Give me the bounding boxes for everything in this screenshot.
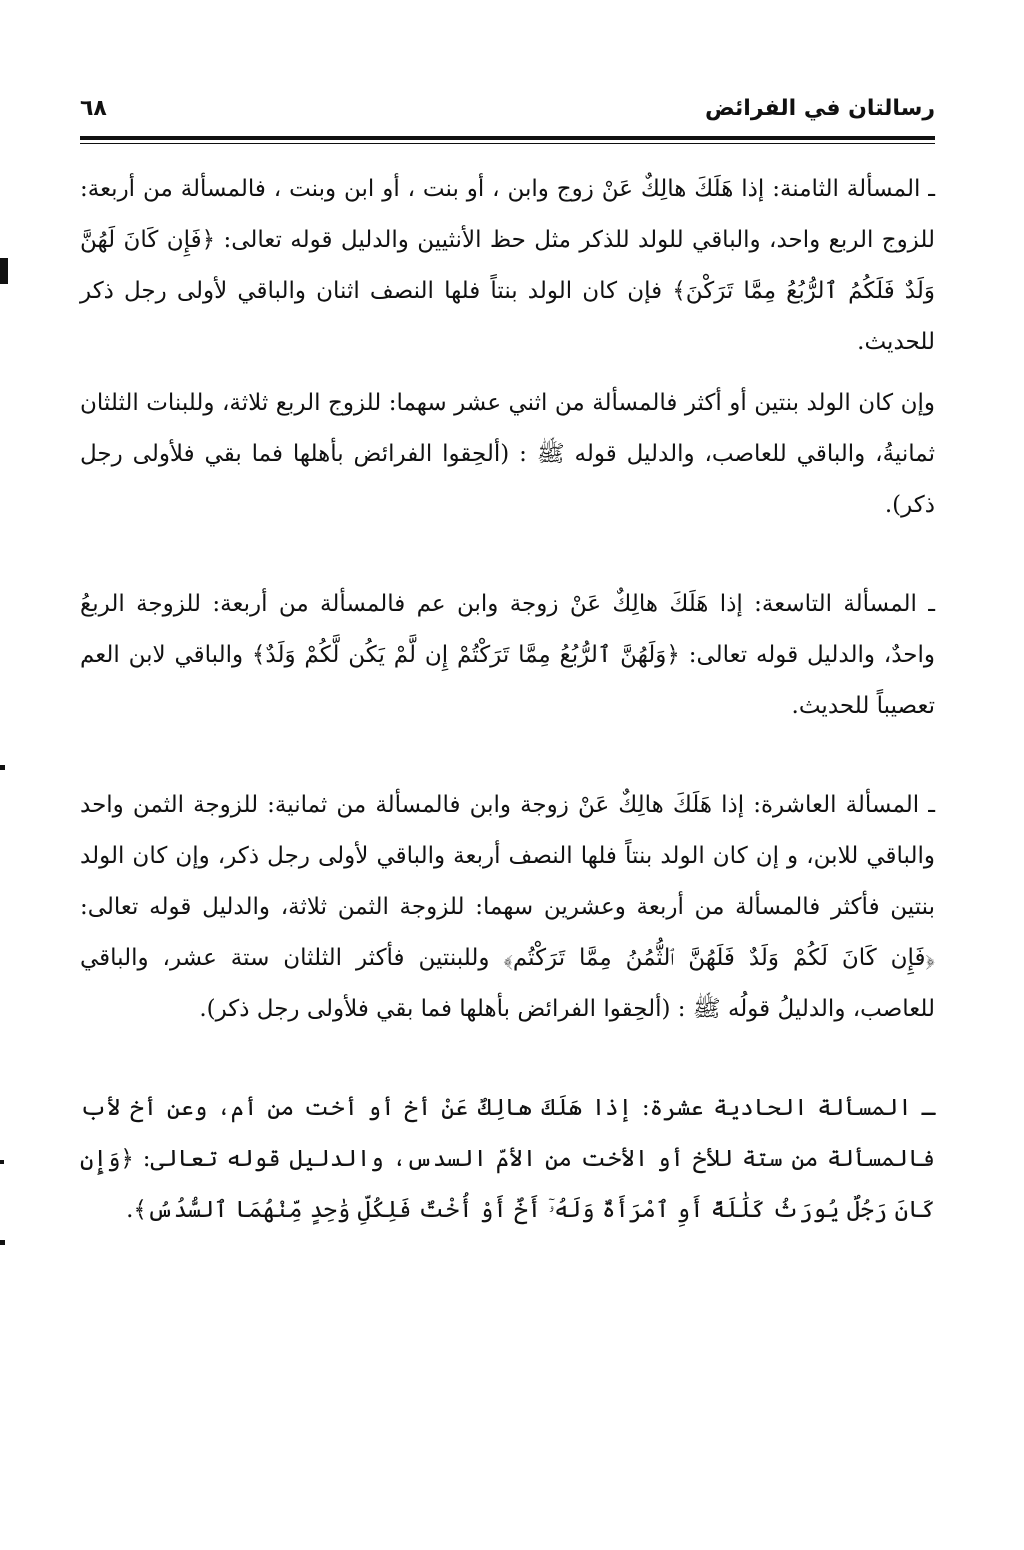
running-header (80, 90, 935, 126)
paragraph-eleventh-issue: ـ المسألة الحادية عشرة: إذا هَلَكَ هالِكٌ عَنْ أخ أو أخت من أم، وعن أخ لأب فالمسألة من ستة للأخ أو الأخت من الأمّ السدس، والدليل قوله تعالى: ﴿وَإِن كَانَ رَجُلٌ يُورَثُ كَلَٰلَةً أَوِ ٱمْرَأَةٌ وَلَهُۥٓ أَخٌ أَوْ أُخْتٌ فَلِكُلِّ وَٰحِدٍ مِّنْهُمَا ٱلسُّدُسُ﴾. (80, 1095, 935, 1223)
header-rule (80, 136, 935, 140)
paragraph-eighth-continuation: وإن كان الولد بنتين أو أكثر فالمسألة من اثني عشر سهما: للزوج الربع ثلاثة، وللبنات الثلثان ثمانيةُ، والباقي للعاصب، والدليل قوله ﷺ : (ألحِقوا الفرائض بأهلها فما بقي فلأولى رجل ذكر). (80, 390, 935, 518)
scan-edge-mark (0, 765, 5, 770)
scan-edge-mark (0, 1160, 4, 1164)
scan-edge-mark (0, 258, 8, 284)
paragraph-ninth-issue: ـ المسألة التاسعة: إذا هَلَكَ هالِكٌ عَنْ زوجة وابن عم فالمسألة من أربعة: للزوجة الربعُ واحدٌ، والدليل قوله تعالى: ﴿وَلَهُنَّ ٱلرُّبُعُ مِمَّا تَرَكْتُمْ إِن لَّمْ يَكُن لَّكُمْ وَلَدٌ﴾ والباقي لابن العم تعصيباً للحديث. (80, 591, 935, 719)
header-rule-thin (80, 143, 935, 144)
paragraph-eighth-issue: ـ المسألة الثامنة: إذا هَلَكَ هالِكٌ عَنْ زوج وابن ، أو بنت ، أو ابن وبنت ، فالمسألة من أربعة: للزوج الربع واحد، والباقي للولد للذكر مثل حظ الأنثيين والدليل قوله تعالى: ﴿فَإِن كَانَ لَهُنَّ وَلَدٌ فَلَكُمُ ٱلرُّبُعُ مِمَّا تَرَكْنَ﴾ فإن كان الولد بنتاً فلها النصف اثنان والباقي لأولى رجل ذكر للحديث. (80, 176, 935, 355)
book-page (80, 0, 935, 1550)
book-title: رسالتان في الفرائض (705, 95, 935, 121)
page-body (80, 164, 935, 1236)
page-number: ٦٨ (80, 95, 107, 121)
scan-edge-mark (0, 1240, 5, 1245)
paragraph-tenth-issue: ـ المسألة العاشرة: إذا هَلَكَ هالِكٌ عَنْ زوجة وابن فالمسألة من ثمانية: للزوجة الثمن واحد والباقي للابن، و إن كان الولد بنتاً فلها النصف أربعة والباقي لأولى رجل ذكر، وإن كان الولد بنتين فأكثر فالمسألة من أربعة وعشرين سهما: للزوجة الثمن ثلاثة، والدليل قوله تعالى: ﴿فَإِن كَانَ لَكُمْ وَلَدٌ فَلَهُنَّ ٱلثُّمُنُ مِمَّا تَرَكْتُم﴾ وللبنتين فأكثر الثلثان ستة عشر، والباقي للعاصب، والدليلُ قولُه ﷺ : (ألحِقوا الفرائض بأهلها فما بقي فلأولى رجل ذكر). (80, 792, 935, 1022)
